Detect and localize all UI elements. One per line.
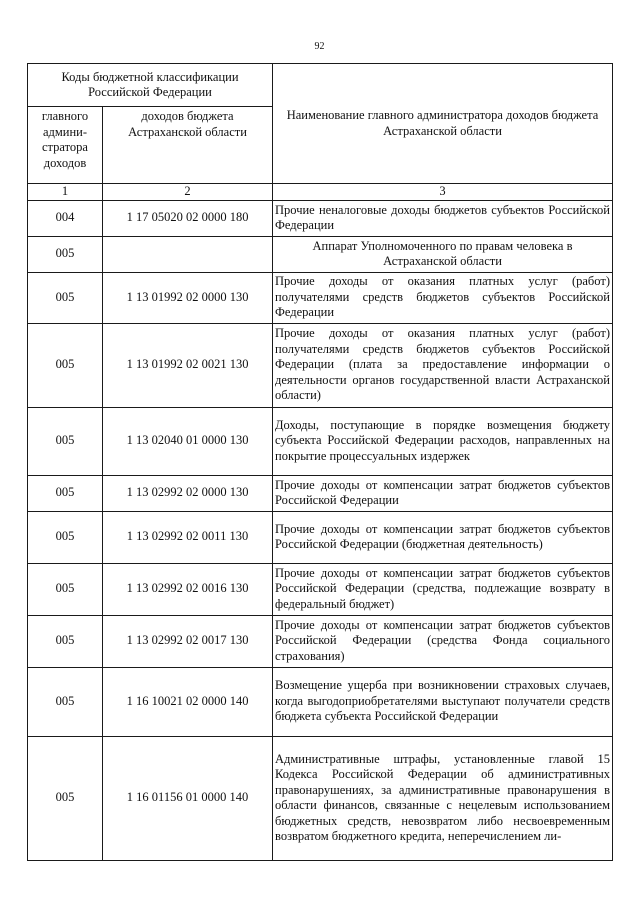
revenue-name: Прочие доходы от оказания платных услуг (работ) получателями средств бюджетов субъектов Российской Федерации [273, 272, 613, 323]
revenue-name: Административные штрафы, установленные главой 15 Кодекса Российской Федерации об административных правонарушениях, за административные правонарушения в области финансов, связанные с нецелевым использованием бюджетных средств, невозвратом либо несвоевременным возвратом бюджетного кредита, неперечислением ли- [273, 736, 613, 860]
revenue-name: Прочие доходы от компенсации затрат бюджетов субъектов Российской Федерации (средства, подлежащие возврату в федеральный бюджет) [273, 563, 613, 615]
header-col1-title: главного админи-стратора доходов [28, 107, 103, 184]
header-col-number-2: 2 [103, 184, 273, 201]
table-row [28, 475, 613, 511]
revenue-code: 1 13 02992 02 0017 130 [103, 615, 273, 667]
revenue-name: Прочие доходы от оказания платных услуг (работ) получателями средств бюджетов субъектов Российской Федерации (плата за предоставление информации о деятельности органов государственной власти Астраханской области) [273, 323, 613, 407]
revenue-code: 1 17 05020 02 0000 180 [103, 200, 273, 236]
revenue-code: 1 13 01992 02 0000 130 [103, 272, 273, 323]
admin-code: 005 [28, 563, 103, 615]
header-col2-title: доходов бюджета Астраханской области [103, 107, 273, 184]
table-row [28, 272, 613, 323]
header-col-number-1: 1 [28, 184, 103, 201]
table-row [28, 407, 613, 475]
table-row [28, 236, 613, 272]
admin-code: 005 [28, 407, 103, 475]
revenue-code: 1 13 02992 02 0000 130 [103, 475, 273, 511]
admin-code: 005 [28, 272, 103, 323]
admin-code: 005 [28, 511, 103, 563]
revenue-code: 1 13 02992 02 0016 130 [103, 563, 273, 615]
admin-code: 005 [28, 323, 103, 407]
revenue-name: Прочие неналоговые доходы бюджетов субъектов Российской Федерации [273, 200, 613, 236]
revenue-name: Возмещение ущерба при возникновении страховых случаев, когда выгодоприобретателями выступают получатели средств бюджета субъекта Российской Федерации [273, 667, 613, 736]
budget-classification-table [27, 63, 613, 861]
admin-code: 005 [28, 736, 103, 860]
page-number: 92 [314, 41, 325, 52]
header-col3-title: Наименование главного администратора доходов бюджета Астраханской области [273, 64, 613, 184]
table-row [28, 511, 613, 563]
header-group-title: Коды бюджетной классификации Российской Федерации [28, 64, 273, 107]
revenue-code: 1 16 10021 02 0000 140 [103, 667, 273, 736]
table-row [28, 563, 613, 615]
table-row [28, 323, 613, 407]
header-col-number-3: 3 [273, 184, 613, 201]
table-row [28, 736, 613, 860]
revenue-name: Прочие доходы от компенсации затрат бюджетов субъектов Российской Федерации (бюджетная деятельность) [273, 511, 613, 563]
admin-code: 005 [28, 615, 103, 667]
revenue-code: 1 16 01156 01 0000 140 [103, 736, 273, 860]
revenue-name: Доходы, поступающие в порядке возмещения бюджету субъекта Российской Федерации расходов, направленных на покрытие процессуальных издержек [273, 407, 613, 475]
admin-code: 005 [28, 667, 103, 736]
revenue-name: Прочие доходы от компенсации затрат бюджетов субъектов Российской Федерации [273, 475, 613, 511]
admin-code: 005 [28, 236, 103, 272]
admin-code: 004 [28, 200, 103, 236]
revenue-code: 1 13 02040 01 0000 130 [103, 407, 273, 475]
revenue-code [103, 236, 273, 272]
admin-code: 005 [28, 475, 103, 511]
table-row [28, 200, 613, 236]
table-row [28, 667, 613, 736]
revenue-code: 1 13 02992 02 0011 130 [103, 511, 273, 563]
revenue-code: 1 13 01992 02 0021 130 [103, 323, 273, 407]
revenue-name: Аппарат Уполномоченного по правам человека в Астраханской области [273, 236, 613, 272]
revenue-name: Прочие доходы от компенсации затрат бюджетов субъектов Российской Федерации (средства Фонда социального страхования) [273, 615, 613, 667]
table-row [28, 615, 613, 667]
